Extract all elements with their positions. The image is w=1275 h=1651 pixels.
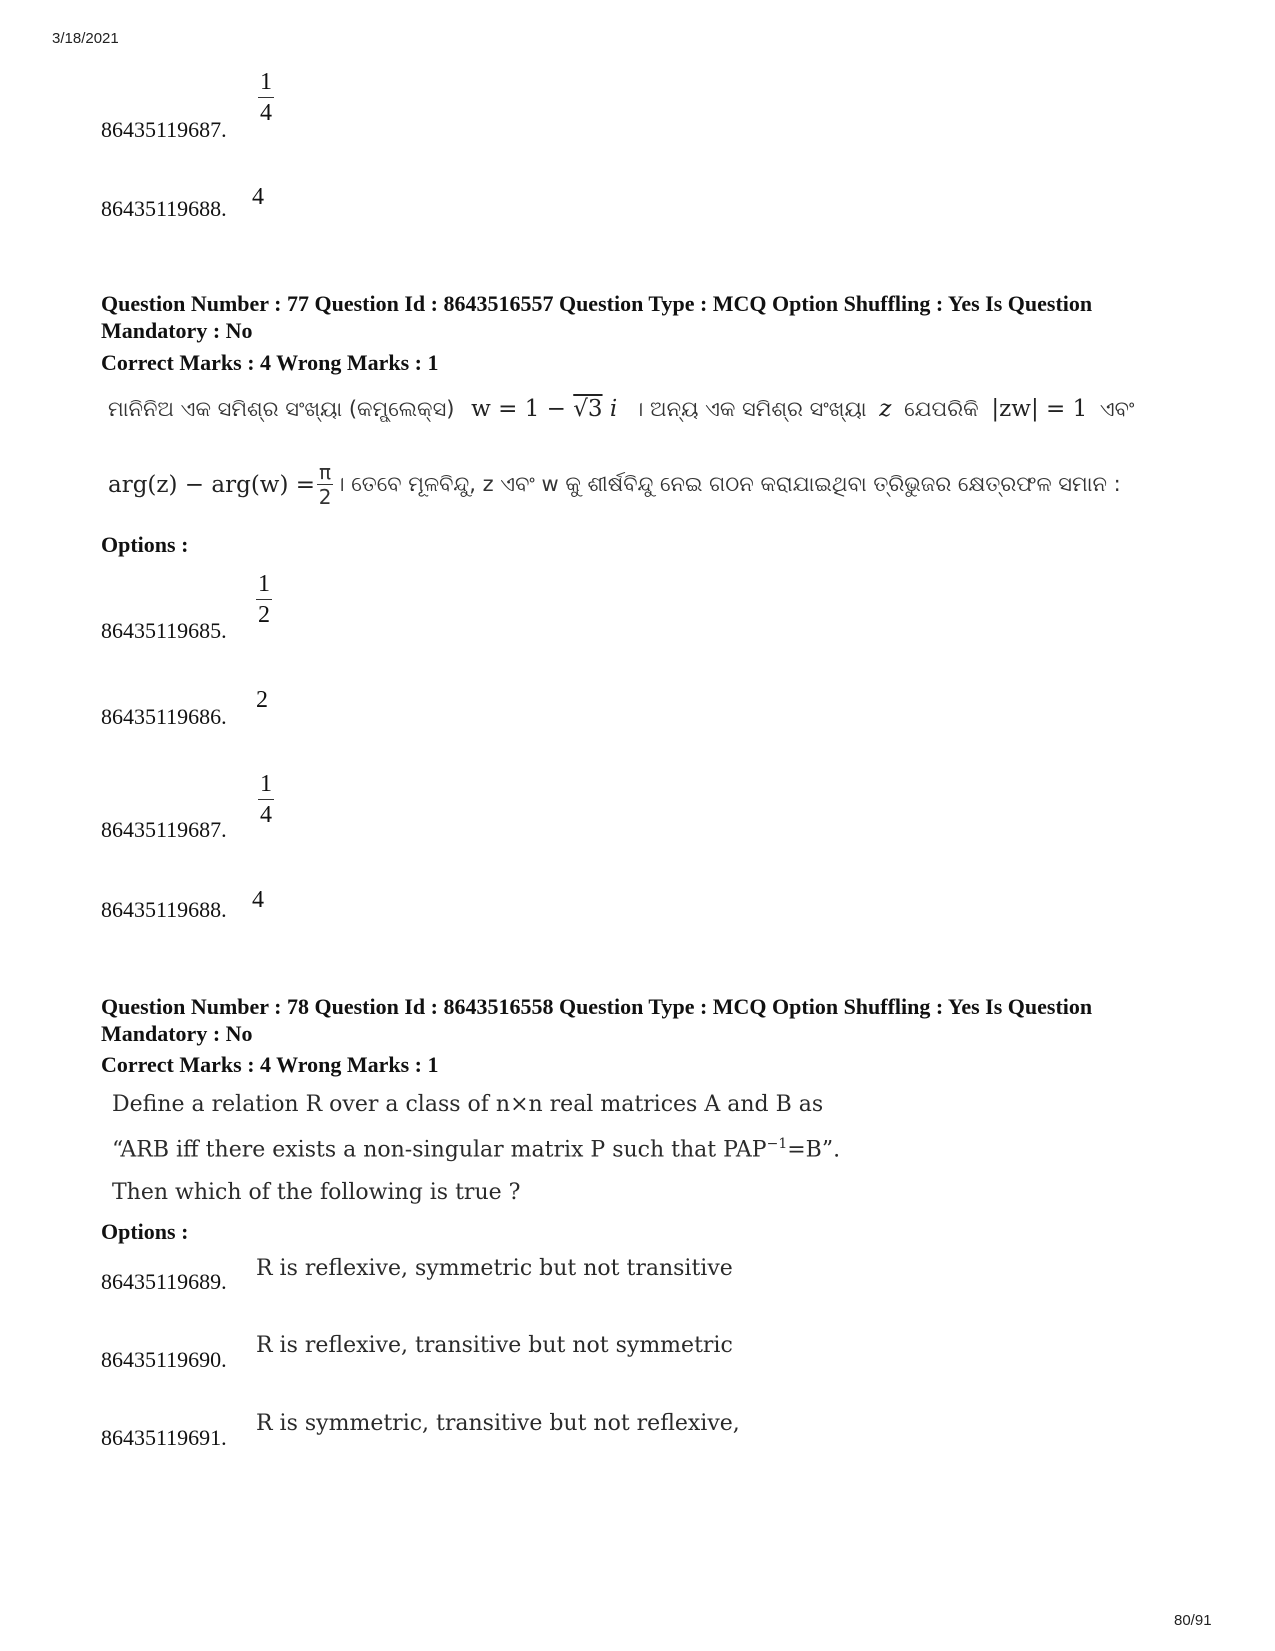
option-fraction: $\frac{1}{4}$ [260,69,272,126]
question-78-options-label: Options : [101,1219,189,1244]
option-text: R is symmetric, transitive but not reflexive, [256,1411,740,1436]
question-78-marks: Correct Marks : 4 Wrong Marks : 1 [101,1052,439,1077]
option-id: 86435119685. [101,618,227,643]
option-value: 4 [252,887,264,913]
question-78-header: Question Number : 78 Question Id : 8643516558 Question Type : MCQ Option Shuffling : Yes Is Question Mandatory : No [101,994,1093,1046]
option-id: 86435119691. [101,1425,227,1450]
option-id: 86435119687. [101,117,227,142]
question-78-text-line-1: Define a relation R over a class of n×n real matrices A and B as [112,1092,824,1117]
question-78-text-line-2: “ARB iff there exists a non-singular matrix P such that $PAP^{-1}=B$”. [112,1136,841,1163]
question-77-text-line-1: ମାନିନିଅ ଏକ ସମିଶ୍ର ସଂଖ୍ୟା (କମ୍ପ୍ଲେକ୍ସ) w = 1 − √3 i । ଅନ୍ୟ ଏକ ସମିଶ୍ର ସଂଖ୍ୟା z ଯେପରିକି |zw| = 1 ଏବଂ [108,396,1135,422]
option-text: R is reflexive, transitive but not symmetric [256,1333,733,1358]
option-id: 86435119687. [101,817,227,842]
print-date: 3/18/2021 [52,30,119,47]
question-78-text-line-3: Then which of the following is true ? [112,1180,521,1205]
question-77-header: Question Number : 77 Question Id : 8643516557 Question Type : MCQ Option Shuffling : Yes Is Question Mandatory : No [101,291,1093,343]
question-77-text-line-2: arg(z) − arg(w) = $\frac{\pi}{2}$ । ତେବେ ମୂଳବିନ୍ଦୁ, z ଏବଂ w କୁ ଶୀର୍ଷବିନ୍ଦୁ ନେଇ ଗଠନ କରାଯାଇଥିବା ତ୍ରିଭୁଜର କ୍ଷେତ୍ରଫଳ ସମାନ : [108,460,1121,509]
question-77-options-label: Options : [101,532,189,557]
option-id: 86435119686. [101,704,227,729]
option-id: 86435119689. [101,1269,227,1294]
page-number: 80/91 [1174,1612,1212,1629]
option-text: R is reflexive, symmetric but not transitive [256,1256,733,1281]
option-value: 2 [256,687,268,713]
pi-over-2: $\frac{\pi}{2}$ [318,460,332,509]
option-id: 86435119688. [101,196,227,221]
question-77-marks: Correct Marks : 4 Wrong Marks : 1 [101,350,439,375]
option-id: 86435119690. [101,1347,227,1372]
option-fraction: $\frac{1}{4}$ [260,771,272,828]
option-fraction: $\frac{1}{2}$ [258,571,270,628]
option-value: 4 [252,184,264,210]
option-id: 86435119688. [101,897,227,922]
